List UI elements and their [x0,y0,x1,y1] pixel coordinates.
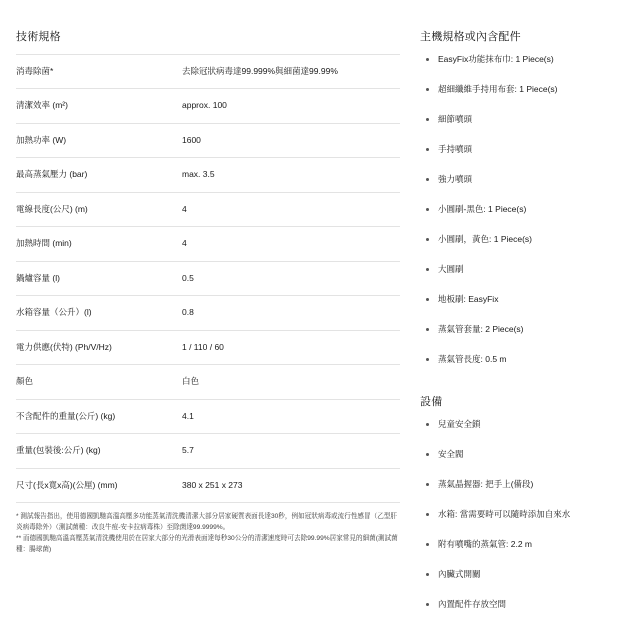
table-row [16,89,400,123]
spec-value: 0.5 [182,272,194,283]
list-item: 強力噴頭 [420,174,632,185]
footnote-1: * 測試報告指出，使用德國凱馳高溫高壓多功能蒸氣清洗機清潔大部分居家硬質表面長達30秒，例如冠狀病毒或流行性感冒（乙型肝炎病毒除外）（測試菌種：改良牛痘-安卡拉病毒株）至除菌達99.9999%。 [16,513,397,531]
spec-value: 1600 [182,134,201,145]
accessories-column [420,28,632,630]
spec-value: 5.7 [182,445,194,456]
footnotes [16,512,400,556]
spec-label: 尺寸(長x寬x高)(公厘) (mm) [16,479,118,490]
list-item: 附有噴嘴的蒸氣管: 2.2 m [420,539,632,550]
list-item: 手持噴頭 [420,144,632,155]
technical-specs-body [16,55,400,503]
spec-label: 電線長度(公尺) (m) [16,203,88,214]
list-item: 蒸氣管套量: 2 Piece(s) [420,324,632,335]
list-item: 小圓刷，黃色: 1 Piece(s) [420,234,632,245]
technical-specs-table [16,54,400,503]
spec-value: 4.1 [182,410,194,421]
spec-value: 4 [182,238,187,249]
spec-label: 清潔效率 (m²) [16,100,68,111]
spec-label: 最高蒸氣壓力 (bar) [16,169,88,180]
spec-value: 白色 [182,376,200,387]
spec-label: 重量(包裝後:公斤) (kg) [16,445,101,456]
table-row [16,55,400,89]
table-row [16,227,400,261]
list-item: 蒸氣管長度: 0.5 m [420,354,632,365]
table-row [16,296,400,330]
spec-label: 鍋爐容量 (l) [16,272,60,283]
table-row [16,158,400,192]
spec-label: 加熱功率 (W) [16,134,67,145]
list-item: 小圓刷-黑色: 1 Piece(s) [420,204,632,215]
table-row [16,123,400,157]
features-list [420,419,632,610]
table-row [16,468,400,502]
table-row [16,434,400,468]
accessories-list [420,54,632,366]
table-row [16,399,400,433]
list-item: 兒童安全鎖 [420,419,632,430]
spec-value: 4 [182,203,187,214]
list-item: 內臟式開關 [420,569,632,580]
spec-label: 加熱時間 (min) [16,238,72,249]
technical-specs-column [16,28,400,630]
list-item: EasyFix功能抹布巾: 1 Piece(s) [420,54,632,65]
list-item: 水箱: 當需要時可以隨時添加自來水 [420,509,632,520]
spec-label: 不含配件的重量(公斤) (kg) [16,410,116,421]
table-row [16,330,400,364]
list-item: 超細纖維手持用布套: 1 Piece(s) [420,84,632,95]
footnote-2: ** 而德國凱馳高溫高壓蒸氣清洗機使用於在居家大部分的光滑表面達每秒30公分的清潔速度時可去除99.99%居家常見的細菌(測試菌種：腸球菌) [16,534,398,553]
spec-value: 1 / 110 / 60 [182,341,224,352]
table-row [16,192,400,226]
spec-value: approx. 100 [182,100,227,111]
spec-value: max. 3.5 [182,169,215,180]
table-row [16,365,400,399]
list-item: 細節噴頭 [420,114,632,125]
list-item: 內置配件存放空間 [420,599,632,610]
spec-label: 水箱容量（公升）(l) [16,307,92,318]
list-item: 蒸氣晶握器: 把手上(備段) [420,479,632,490]
table-row [16,261,400,295]
list-item: 安全閥 [420,449,632,460]
features-title: 設備 [420,395,443,408]
spec-label: 電力供應(伏特) (Ph/V/Hz) [16,341,112,352]
spec-value: 去除冠狀病毒達99.999%與細菌達99.99% [182,66,338,76]
spec-value: 380 x 251 x 273 [182,479,243,490]
technical-specs-title: 技術規格 [16,31,61,43]
spec-label: 顏色 [16,376,34,387]
section-spacer [420,385,632,391]
accessories-title: 主機規格或內含配件 [420,31,521,43]
list-item: 地板刷: EasyFix [420,294,632,305]
list-item: 大圓刷 [420,264,632,275]
spec-label: 消毒除菌* [16,66,54,76]
spec-value: 0.8 [182,307,194,318]
